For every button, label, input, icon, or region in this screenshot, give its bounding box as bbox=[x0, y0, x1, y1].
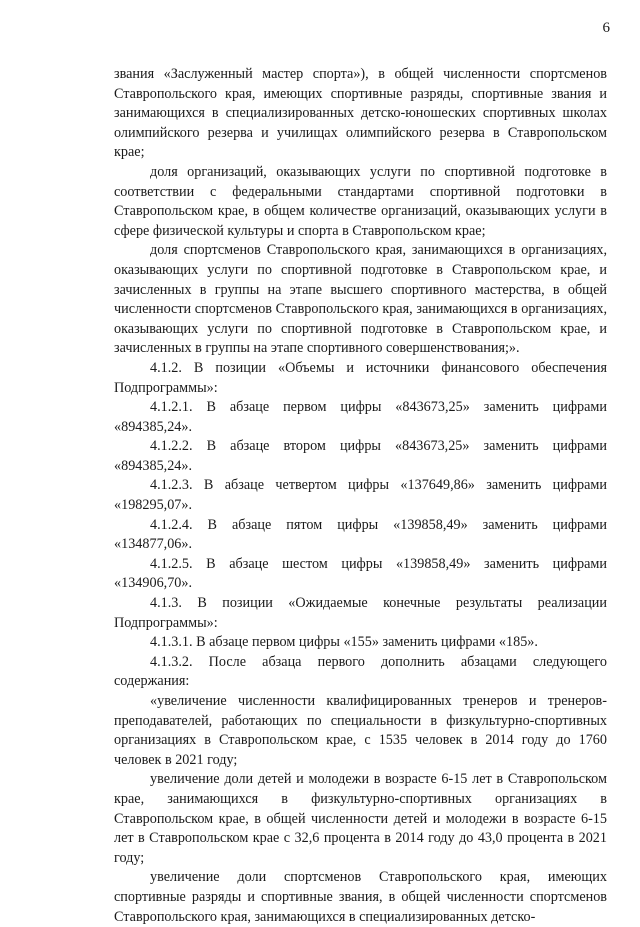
paragraph: «увеличение численности квалифицированных тренеров и тренеров-преподавателей, работающих по специальности в физкультурно-спортивных организациях в Ставропольском крае, с 1535 человек в 2014 году до 1760 человек в 2021 году; bbox=[114, 693, 607, 768]
paragraph: 4.1.2.3. В абзаце четвертом цифры «137649,86» заменить цифрами «198295,07». bbox=[114, 477, 607, 514]
paragraph: 4.1.2. В позиции «Объемы и источники финансового обеспечения Подпрограммы»: bbox=[114, 359, 607, 396]
paragraph: увеличение доли детей и молодежи в возрасте 6-15 лет в Ставропольском крае, занимающихся в физкультурно-спортивных организациях в Ставропольском крае, в общей численности детей и молодежи в возрасте 6-15 лет в Ставропольском крае с 32,6 процента в 2014 году до 43,0 процента в 2021 году; bbox=[114, 771, 607, 866]
document-body bbox=[114, 65, 607, 927]
paragraph: доля организаций, оказывающих услуги по спортивной подготовке в соответствии с федеральными стандартами спортивной подготовки в Ставропольском крае, в общем количестве организаций, оказывающих услуги в сфере физической культуры и спорта в Ставропольском крае; bbox=[114, 163, 607, 239]
paragraph: звания «Заслуженный мастер спорта»), в общей численности спортсменов Ставропольского края, имеющих спортивные разряды, спортивные звания и занимающихся в специализированных детско-юношеских спортивных школах олимпийского резерва и училищах олимпийского резерва в Ставропольском крае; bbox=[114, 66, 607, 161]
paragraph: 4.1.2.2. В абзаце втором цифры «843673,25» заменить цифрами «894385,24». bbox=[114, 438, 607, 474]
paragraph: доля спортсменов Ставропольского края, занимающихся в организациях, оказывающих услуги по спортивной подготовке в Ставропольском крае, и зачисленных в группы на этапе высшего спортивного мастерства, в общей численности спортсменов Ставропольского края, занимающихся в организациях, оказывающих услуги по спортивной подготовке в Ставропольском крае, и зачисленных в группы на этапе спортивного совершенствования;». bbox=[114, 242, 607, 357]
page-number: 6 bbox=[602, 20, 610, 36]
paragraph: 4.1.3. В позиции «Ожидаемые конечные результаты реализации Подпрограммы»: bbox=[114, 595, 607, 631]
paragraph: увеличение доли спортсменов Ставропольского края, имеющих спортивные разряды и спортивные звания, в общей численности спортсменов Ставропольского края, занимающихся в специализированных детско- bbox=[114, 869, 607, 925]
paragraph: 4.1.2.1. В абзаце первом цифры «843673,25» заменить цифрами «894385,24». bbox=[114, 399, 607, 435]
paragraph: 4.1.3.1. В абзаце первом цифры «155» заменить цифрами «185». bbox=[150, 634, 538, 651]
paragraph: 4.1.2.4. В абзаце пятом цифры «139858,49» заменить цифрами «134877,06». bbox=[114, 516, 607, 553]
paragraph: 4.1.2.5. В абзаце шестом цифры «139858,49» заменить цифрами «134906,70». bbox=[114, 555, 607, 592]
paragraph: 4.1.3.2. После абзаца первого дополнить абзацами следующего содержания: bbox=[114, 653, 607, 690]
